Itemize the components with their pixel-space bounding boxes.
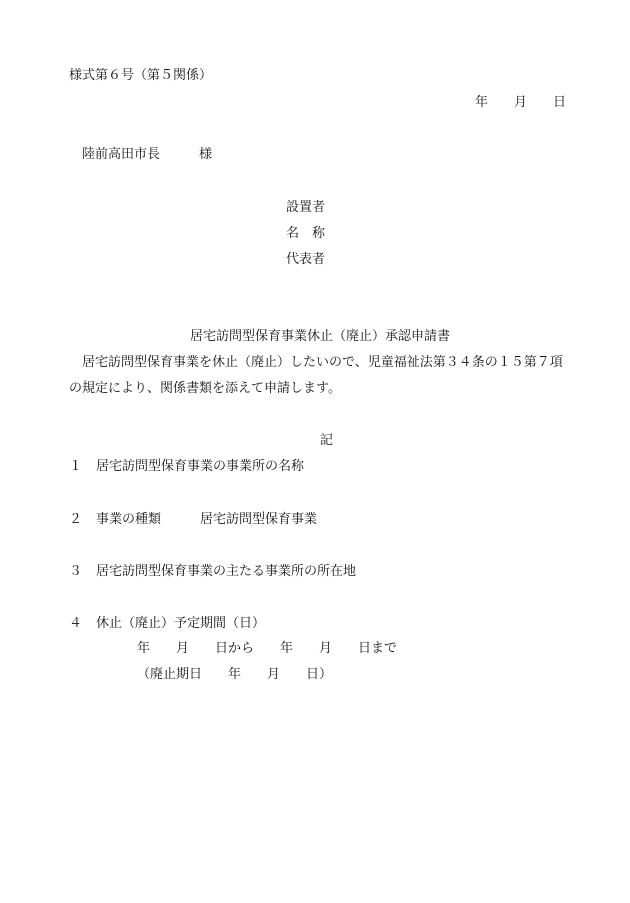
establisher-label: 設置者: [286, 200, 326, 215]
item-text: 休止（廃止）予定期間（日）: [96, 616, 266, 631]
item-number: １: [69, 459, 83, 474]
addressee: 陸前高田市長 様: [82, 147, 213, 162]
application-date: 年 月 日: [475, 95, 567, 110]
ki-heading: 記: [320, 433, 334, 448]
item-number: ３: [69, 564, 83, 579]
representative-label: 代表者: [286, 252, 326, 267]
form-number: 様式第６号（第５関係）: [69, 68, 213, 83]
item-number: ４: [69, 616, 83, 631]
abolition-date: （廃止期日 年 月 日）: [137, 667, 333, 682]
body-line-1: 居宅訪問型保育事業を休止（廃止）したいので、児童福祉法第３４条の１５第７項: [82, 355, 563, 370]
item-text: 事業の種類 居宅訪問型保育事業: [96, 512, 318, 527]
name-label: 名 称: [286, 226, 326, 241]
document-title: 居宅訪問型保育事業休止（廃止）承認申請書: [190, 329, 451, 344]
period-range: 年 月 日から 年 月 日まで: [137, 641, 398, 656]
item-text: 居宅訪問型保育事業の事業所の名称: [96, 459, 305, 474]
body-line-2: の規定により、関係書類を添えて申請します。: [69, 381, 341, 396]
item-number: ２: [69, 512, 83, 527]
item-text: 居宅訪問型保育事業の主たる事業所の所在地: [96, 564, 357, 579]
